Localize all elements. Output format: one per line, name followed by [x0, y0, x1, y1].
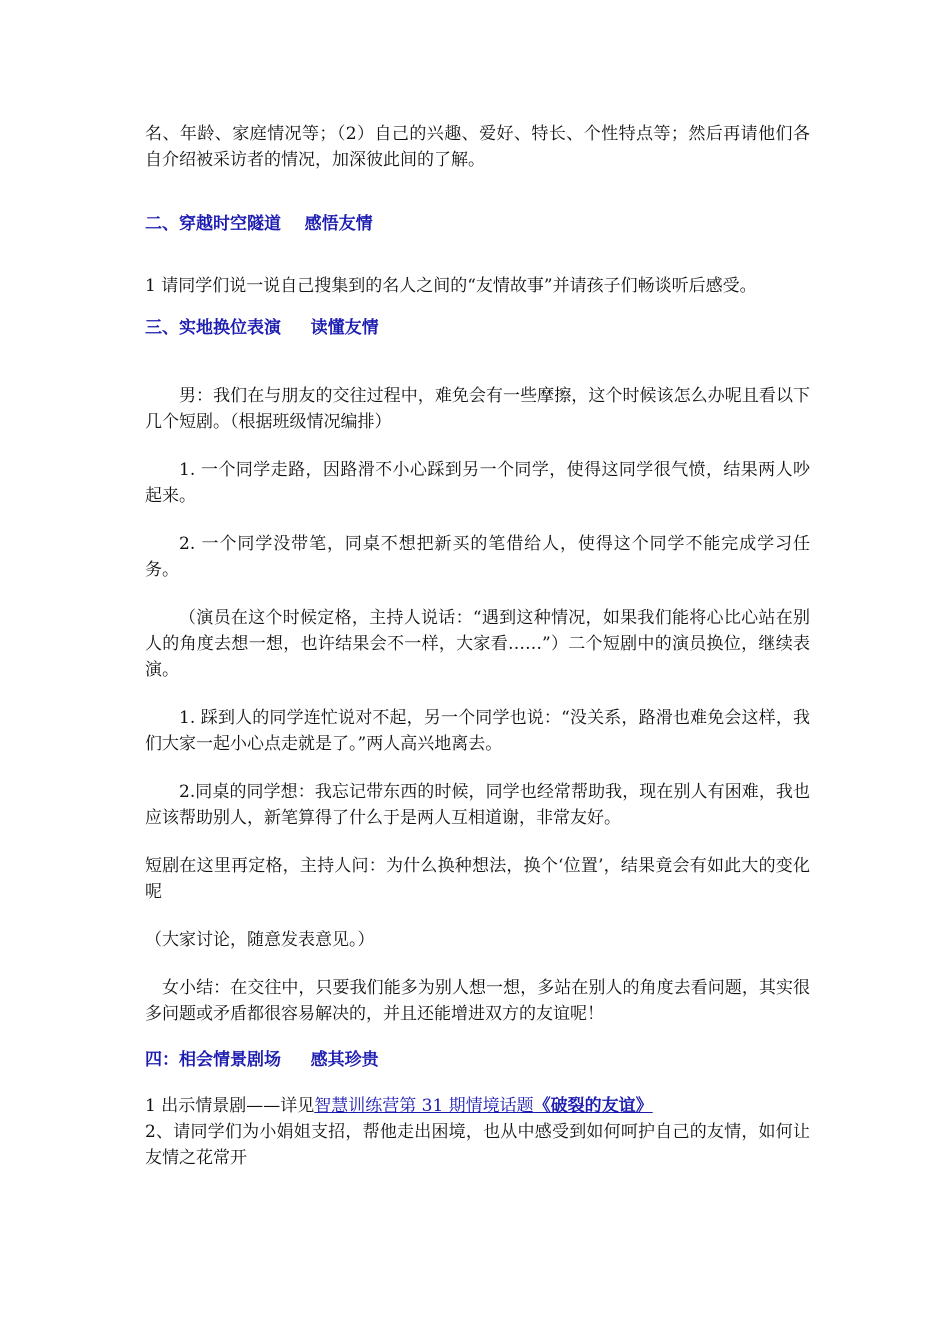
section-3-paragraph-5: 1. 踩到人的同学连忙说对不起，另一个同学也说：“没关系，路滑也难免会这样，我们大家一起小心点走就是了。”两人高兴地离去。	[145, 708, 810, 754]
section-4-paragraph-1-prefix: 1 出示情景剧——详见	[145, 1096, 315, 1116]
section-heading-2: 二、穿越时空隧道 感悟友情	[145, 214, 373, 234]
topic-link-text: 智慧训练营第 31 期情境话题	[314, 1096, 534, 1116]
section-heading-3: 三、实地换位表演 读懂友情	[145, 318, 379, 338]
section-heading-4: 四：相会情景剧场 感其珍贵	[145, 1050, 379, 1070]
section-3-paragraph-8: （大家讨论，随意发表意见。）	[145, 930, 375, 950]
section-2-paragraph-1: 1 请同学们说一说自己搜集到的名人之间的“友情故事”并请孩子们畅谈听后感受。	[145, 276, 757, 296]
topic-link[interactable]	[314, 1096, 652, 1116]
document-body	[145, 121, 810, 1171]
section-4-paragraph-1	[145, 1093, 810, 1119]
section-4-paragraph-2: 2、请同学们为小娟姐支招，帮他走出困境，也从中感受到如何呵护自己的友情，如何让友情之花常开	[145, 1122, 810, 1168]
section-3-paragraph-6: 2.同桌的同学想：我忘记带东西的时候，同学也经常帮助我，现在别人有困难，我也应该帮助别人，新笔算得了什么于是两人互相道谢，非常友好。	[145, 782, 810, 828]
section-3-paragraph-4: （演员在这个时候定格，主持人说话：“遇到这种情况，如果我们能将心比心站在别人的角度去想一想，也许结果会不一样，大家看……”）二个短剧中的演员换位，继续表演。	[145, 608, 810, 680]
topic-link-bold-title: 《破裂的友谊》	[533, 1096, 653, 1116]
intro-paragraph: 名、年龄、家庭情况等；（2）自己的兴趣、爱好、特长、个性特点等；然后再请他们各自介绍被采访者的情况，加深彼此间的了解。	[145, 124, 810, 170]
section-3-paragraph-2: 1. 一个同学走路，因路滑不小心踩到另一个同学，使得这同学很气愤，结果两人吵起来。	[145, 460, 810, 506]
section-3-paragraph-9: 女小结：在交往中，只要我们能多为别人想一想，多站在别人的角度去看问题，其实很多问题或矛盾都很容易解决的，并且还能增进双方的友谊呢！	[145, 978, 810, 1024]
section-3-paragraph-3: 2. 一个同学没带笔，同桌不想把新买的笔借给人，使得这个同学不能完成学习任务。	[145, 534, 810, 580]
section-3-paragraph-1: 男：我们在与朋友的交往过程中，难免会有一些摩擦，这个时候该怎么办呢且看以下几个短剧。（根据班级情况编排）	[145, 386, 810, 432]
section-3-paragraph-7: 短剧在这里再定格，主持人问：为什么换种想法，换个‘位置’，结果竟会有如此大的变化呢	[145, 856, 810, 902]
